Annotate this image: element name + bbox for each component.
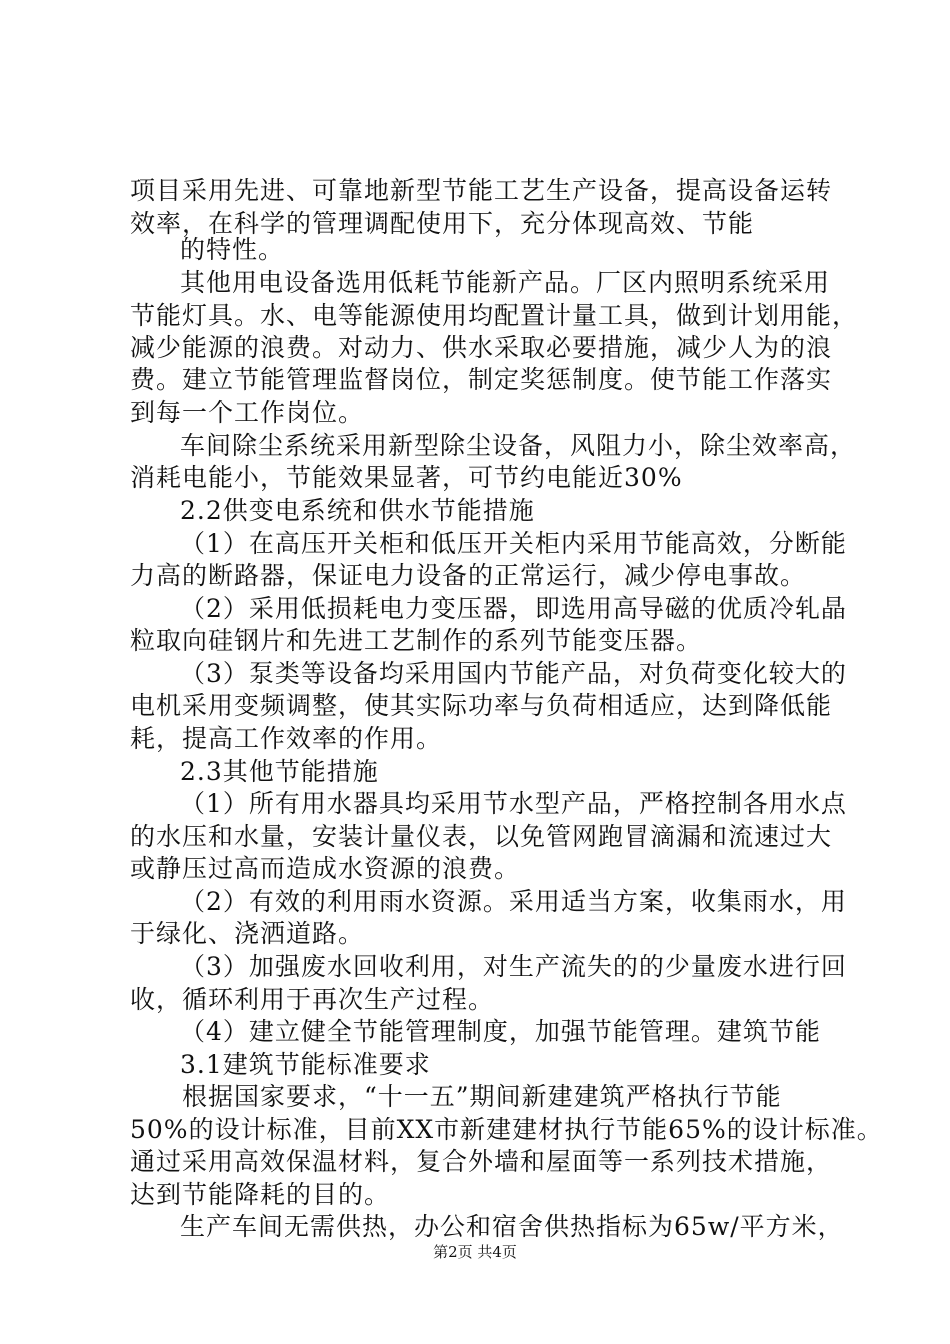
text-line: 电机采用变频调整，使其实际功率与负荷相适应，达到降低能 bbox=[130, 691, 833, 720]
text-line: 通过采用高效保温材料，复合外墙和屋面等一系列技术措施， bbox=[130, 1147, 833, 1176]
text-line: 效率，在科学的管理调配使用下，充分体现高效、节能 bbox=[130, 209, 755, 238]
text-line: 粒取向硅钢片和先进工艺制作的系列节能变压器。 bbox=[130, 626, 703, 655]
text-line: （3）加强废水回收利用，对生产流失的的少量废水进行回 bbox=[180, 952, 847, 981]
text-line: 生产车间无需供热，办公和宿舍供热指标为65w/平方米， bbox=[180, 1212, 844, 1241]
text-line: （1）在高压开关柜和低压开关柜内采用节能高效，分断能 bbox=[180, 529, 847, 558]
text-line: （3）泵类等设备均采用国内节能产品，对负荷变化较大的 bbox=[180, 659, 847, 688]
section-heading: 2.3其他节能措施 bbox=[180, 757, 379, 786]
text-line: 车间除尘系统采用新型除尘设备，风阻力小，除尘效率高， bbox=[180, 431, 857, 460]
text-line: 其他用电设备选用低耗节能新产品。厂区内照明系统采用 bbox=[180, 268, 831, 297]
text-line: 50%的设计标准，目前XX市新建建材执行节能65%的设计标准。 bbox=[130, 1115, 883, 1144]
text-line: 节能灯具。水、电等能源使用均配置计量工具，做到计划用能， bbox=[130, 301, 859, 330]
text-line: 收，循环利用于再次生产过程。 bbox=[130, 985, 495, 1014]
text-line: 到每一个工作岗位。 bbox=[130, 398, 365, 427]
text-line: 根据国家要求，“十一五”期间新建建筑严格执行节能 bbox=[182, 1082, 782, 1111]
text-line: 于绿化、浇洒道路。 bbox=[130, 919, 365, 948]
text-line: 或静压过高而造成水资源的浪费。 bbox=[130, 854, 521, 883]
text-line: 项目采用先进、可靠地新型节能工艺生产设备，提高设备运转 bbox=[130, 176, 833, 205]
text-line: 的特性。 bbox=[180, 235, 285, 264]
text-line: 达到节能降耗的目的。 bbox=[130, 1180, 391, 1209]
section-heading: 2.2供变电系统和供水节能措施 bbox=[180, 496, 535, 525]
text-line: 费。建立节能管理监督岗位，制定奖惩制度。使节能工作落实 bbox=[130, 365, 833, 394]
text-line: （2）有效的利用雨水资源。采用适当方案，收集雨水，用 bbox=[180, 887, 847, 916]
page-number-footer: 第2页 共4页 bbox=[433, 1243, 517, 1261]
text-line: （2）采用低损耗电力变压器，即选用高导磁的优质冷轧晶 bbox=[180, 594, 847, 623]
text-line: 耗，提高工作效率的作用。 bbox=[130, 724, 443, 753]
text-line: （1）所有用水器具均采用节水型产品，严格控制各用水点 bbox=[180, 789, 847, 818]
text-line: （4）建立健全节能管理制度，加强节能管理。建筑节能 bbox=[180, 1017, 821, 1046]
text-line: 消耗电能小，节能效果显著，可节约电能近30% bbox=[130, 463, 683, 492]
text-line: 减少能源的浪费。对动力、供水采取必要措施，减少人为的浪 bbox=[130, 333, 833, 362]
section-heading: 3.1建筑节能标准要求 bbox=[180, 1050, 431, 1079]
text-line: 的水压和水量，安装计量仪表，以免管网跑冒滴漏和流速过大 bbox=[130, 822, 833, 851]
text-line: 力高的断路器，保证电力设备的正常运行，减少停电事故。 bbox=[130, 561, 807, 590]
